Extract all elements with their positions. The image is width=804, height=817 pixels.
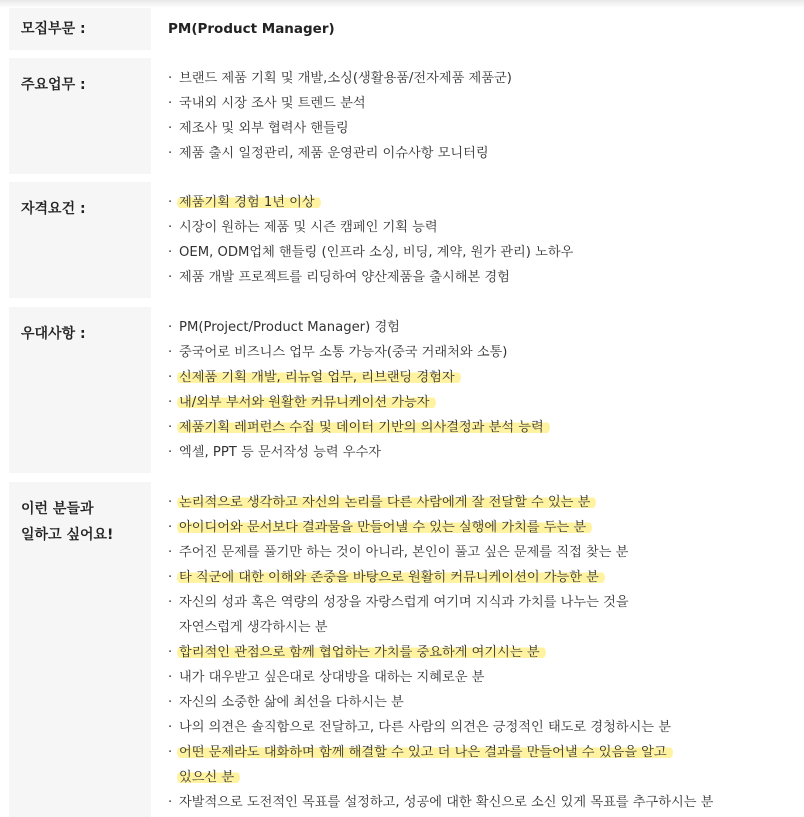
list-item: · 자신의 소중한 삶에 최선을 다하시는 분 [168, 695, 404, 710]
list-item-continuation [168, 765, 788, 790]
position-value: PM(Product Manager) [168, 21, 335, 37]
list-item: · 합리적인 관점으로 함께 협업하는 가치를 중요하게 여기시는 분 [168, 640, 788, 665]
highlighted-text: 논리적으로 생각하고 자신의 논리를 다른 사람에게 잘 전달할 수 있는 분 [177, 495, 596, 510]
list-item: · 자발적으로 도전적인 목표를 설정하고, 성공에 대한 확신으로 소신 있게 목표를 추구하시는 분 [168, 795, 714, 810]
list-item: · 브랜드 제품 기획 및 개발,소싱(생활용품/전자제품 제품군) [168, 71, 512, 86]
qualifications-list [168, 190, 788, 290]
highlighted-text: 합리적인 관점으로 함께 협업하는 가치를 중요하게 여기시는 분 [177, 645, 546, 660]
list-item: · 어떤 문제라도 대화하며 함께 해결할 수 있고 더 나은 결과를 만들어낼 수 있음을 알고 [168, 740, 788, 765]
list-item: · 제품 개발 프로젝트를 리딩하여 양산제품을 출시해본 경험 [168, 270, 510, 285]
list-item: · PM(Project/Product Manager) 경험 [168, 320, 400, 335]
list-item: · 타 직군에 대한 이해와 존중을 바탕으로 원활히 커뮤니케이션이 가능한 분 [168, 565, 788, 590]
list-item: · 시장이 원하는 제품 및 시즌 캠페인 기획 능력 [168, 220, 438, 235]
list-item: · 논리적으로 생각하고 자신의 논리를 다른 사람에게 잘 전달할 수 있는 분 [168, 490, 788, 515]
section-label: 주요업무 : [9, 58, 151, 174]
section-label-line1: 이런 분들과 [21, 501, 94, 517]
section-label [9, 482, 151, 817]
list-item: · 제품기획 레퍼런스 수집 및 데이터 기반의 의사결정과 분석 능력 [168, 415, 788, 440]
section-label: 우대사항 : [9, 307, 151, 473]
section-label: 모집부문 : [9, 8, 151, 50]
highlighted-text: 제품기획 레퍼런스 수집 및 데이터 기반의 의사결정과 분석 능력 [177, 420, 550, 435]
list-item: · 중국어로 비즈니스 업무 소통 가능자(중국 거래처와 소통) [168, 345, 508, 360]
highlighted-text: 있으신 분 [177, 770, 240, 785]
section-preferred [0, 307, 804, 473]
section-label-line2: 일하고 싶어요! [21, 527, 114, 543]
section-label: 자격요건 : [9, 182, 151, 298]
list-item: · 제조사 및 외부 협력사 핸들링 [168, 121, 349, 136]
list-item: · 자신의 성과 혹은 역량의 성장을 자랑스럽게 여기며 지식과 가치를 나누는 것을 [168, 595, 629, 610]
duties-list [168, 66, 788, 166]
list-item: · 제품기획 경험 1년 이상 [168, 190, 788, 215]
list-item: · 내가 대우받고 싶은대로 상대방을 대하는 지혜로운 분 [168, 670, 485, 685]
highlighted-text: 신제품 기획 개발, 리뉴얼 업무, 리브랜딩 경험자 [177, 370, 461, 385]
highlighted-text: 제품기획 경험 1년 이상 [177, 195, 321, 210]
highlighted-text: 어떤 문제라도 대화하며 함께 해결할 수 있고 더 나은 결과를 만들어낼 수 있음을 알고 [177, 745, 673, 760]
list-item: · 국내외 시장 조사 및 트렌드 분석 [168, 96, 366, 111]
list-item: · 제품 출시 일정관리, 제품 운영관리 이슈사항 모니터링 [168, 146, 489, 161]
list-item: · 엑셀, PPT 등 문서작성 능력 우수자 [168, 445, 381, 460]
section-ideal-colleagues [0, 482, 804, 817]
list-item: · 나의 의견은 솔직함으로 전달하고, 다른 사람의 의견은 긍정적인 태도로 경청하시는 분 [168, 720, 671, 735]
list-item: · 신제품 기획 개발, 리뉴얼 업무, 리브랜딩 경험자 [168, 365, 788, 390]
list-item: · 내/외부 부서와 원활한 커뮤니케이션 가능자 [168, 390, 788, 415]
list-item: · 아이디어와 문서보다 결과물을 만들어낼 수 있는 실행에 가치를 두는 분 [168, 515, 788, 540]
list-item-continuation: 자연스럽게 생각하시는 분 [179, 620, 328, 635]
section-recruit-field [0, 8, 804, 50]
preferred-list [168, 315, 788, 465]
highlighted-text: 아이디어와 문서보다 결과물을 만들어낼 수 있는 실행에 가치를 두는 분 [177, 520, 592, 535]
highlighted-text: 타 직군에 대한 이해와 존중을 바탕으로 원활히 커뮤니케이션이 가능한 분 [177, 570, 605, 585]
ideal-colleagues-list [168, 490, 788, 815]
list-item: · OEM, ODM업체 핸들링 (인프라 소싱, 비딩, 계약, 원가 관리) 노하우 [168, 245, 574, 260]
list-item: · 주어진 문제를 풀기만 하는 것이 아니라, 본인이 풀고 싶은 문제를 직접 찾는 분 [168, 545, 629, 560]
highlighted-text: 내/외부 부서와 원활한 커뮤니케이션 가능자 [177, 395, 436, 410]
section-main-duties [0, 58, 804, 174]
section-qualifications [0, 182, 804, 298]
top-shadow [0, 0, 804, 8]
